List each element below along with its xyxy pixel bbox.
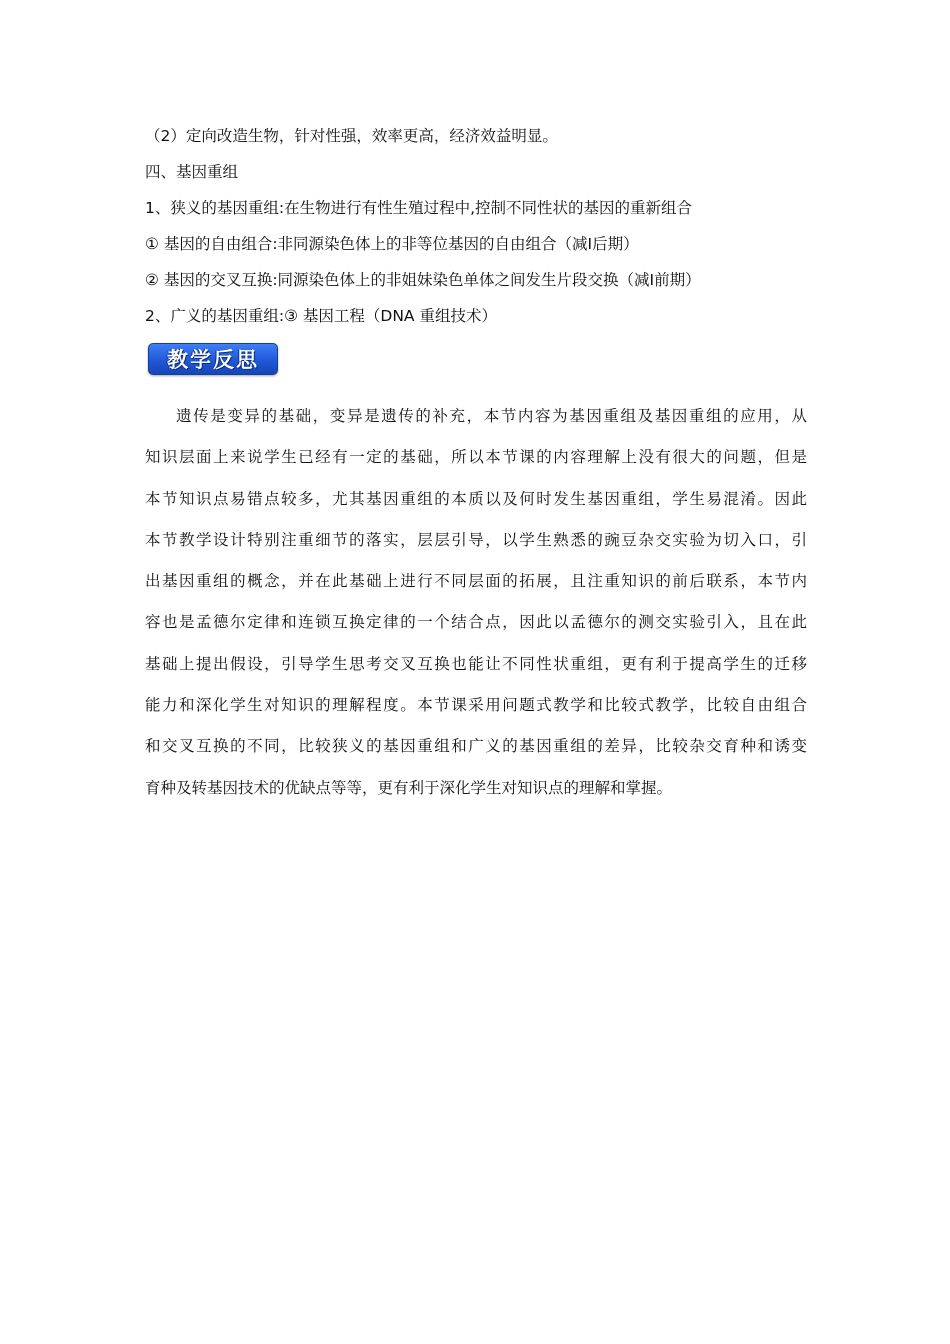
paragraph-line: 知识层面上来说学生已经有一定的基础，所以本节课的内容理解上没有很大的问题，但是 <box>145 448 807 467</box>
paragraph-line: 和交叉互换的不同，比较狭义的基因重组和广义的基因重组的差异，比较杂交育种和诱变 <box>145 737 807 756</box>
section-heading-gene-recombination: 四、基因重组 <box>145 163 239 181</box>
paragraph-line: 遗传是变异的基础，变异是遗传的补充，本节内容为基因重组及基因重组的应用，从 <box>176 407 807 425</box>
paragraph-line: 本节教学设计特别注重细节的落实，层层引导，以学生熟悉的豌豆杂交实验为切入口，引 <box>145 530 807 549</box>
crossing-over-item: ② 基因的交叉互换:同源染色体上的非姐妹染色单体之间发生片段交换（减Ⅰ前期） <box>145 271 701 289</box>
paragraph-line: 基础上提出假设，引导学生思考交叉互换也能让不同性状重组，更有利于提高学生的迁移 <box>145 654 807 673</box>
paragraph-line: 能力和深化学生对知识的理解程度。本节课采用问题式教学和比较式教学，比较自由组合 <box>145 696 807 715</box>
broad-recombination-definition: 2、广义的基因重组:③ 基因工程（DNA 重组技术） <box>145 307 497 325</box>
paragraph-line: 出基因重组的概念，并在此基础上进行不同层面的拓展，且注重知识的前后联系，本节内 <box>145 572 807 591</box>
paragraph-line: 本节知识点易错点较多，尤其基因重组的本质以及何时发生基因重组，学生易混淆。因此 <box>145 489 807 508</box>
teaching-reflection-paragraph <box>145 396 807 809</box>
teaching-reflection-badge-label: 教学反思 <box>167 348 259 372</box>
teaching-reflection-badge <box>148 343 278 375</box>
narrow-recombination-definition: 1、狭义的基因重组:在生物进行有性生殖过程中,控制不同性状的基因的重新组合 <box>145 199 693 217</box>
point-2-targeted-modification: （2）定向改造生物，针对性强，效率更高，经济效益明显。 <box>145 127 558 145</box>
paragraph-line: 育种及转基因技术的优缺点等等，更有利于深化学生对知识点的理解和掌握。 <box>145 778 673 797</box>
paragraph-line: 容也是孟德尔定律和连锁互换定律的一个结合点，因此以孟德尔的测交实验引入，且在此 <box>145 613 807 632</box>
free-combination-item: ① 基因的自由组合:非同源染色体上的非等位基因的自由组合（减Ⅰ后期） <box>145 235 639 253</box>
